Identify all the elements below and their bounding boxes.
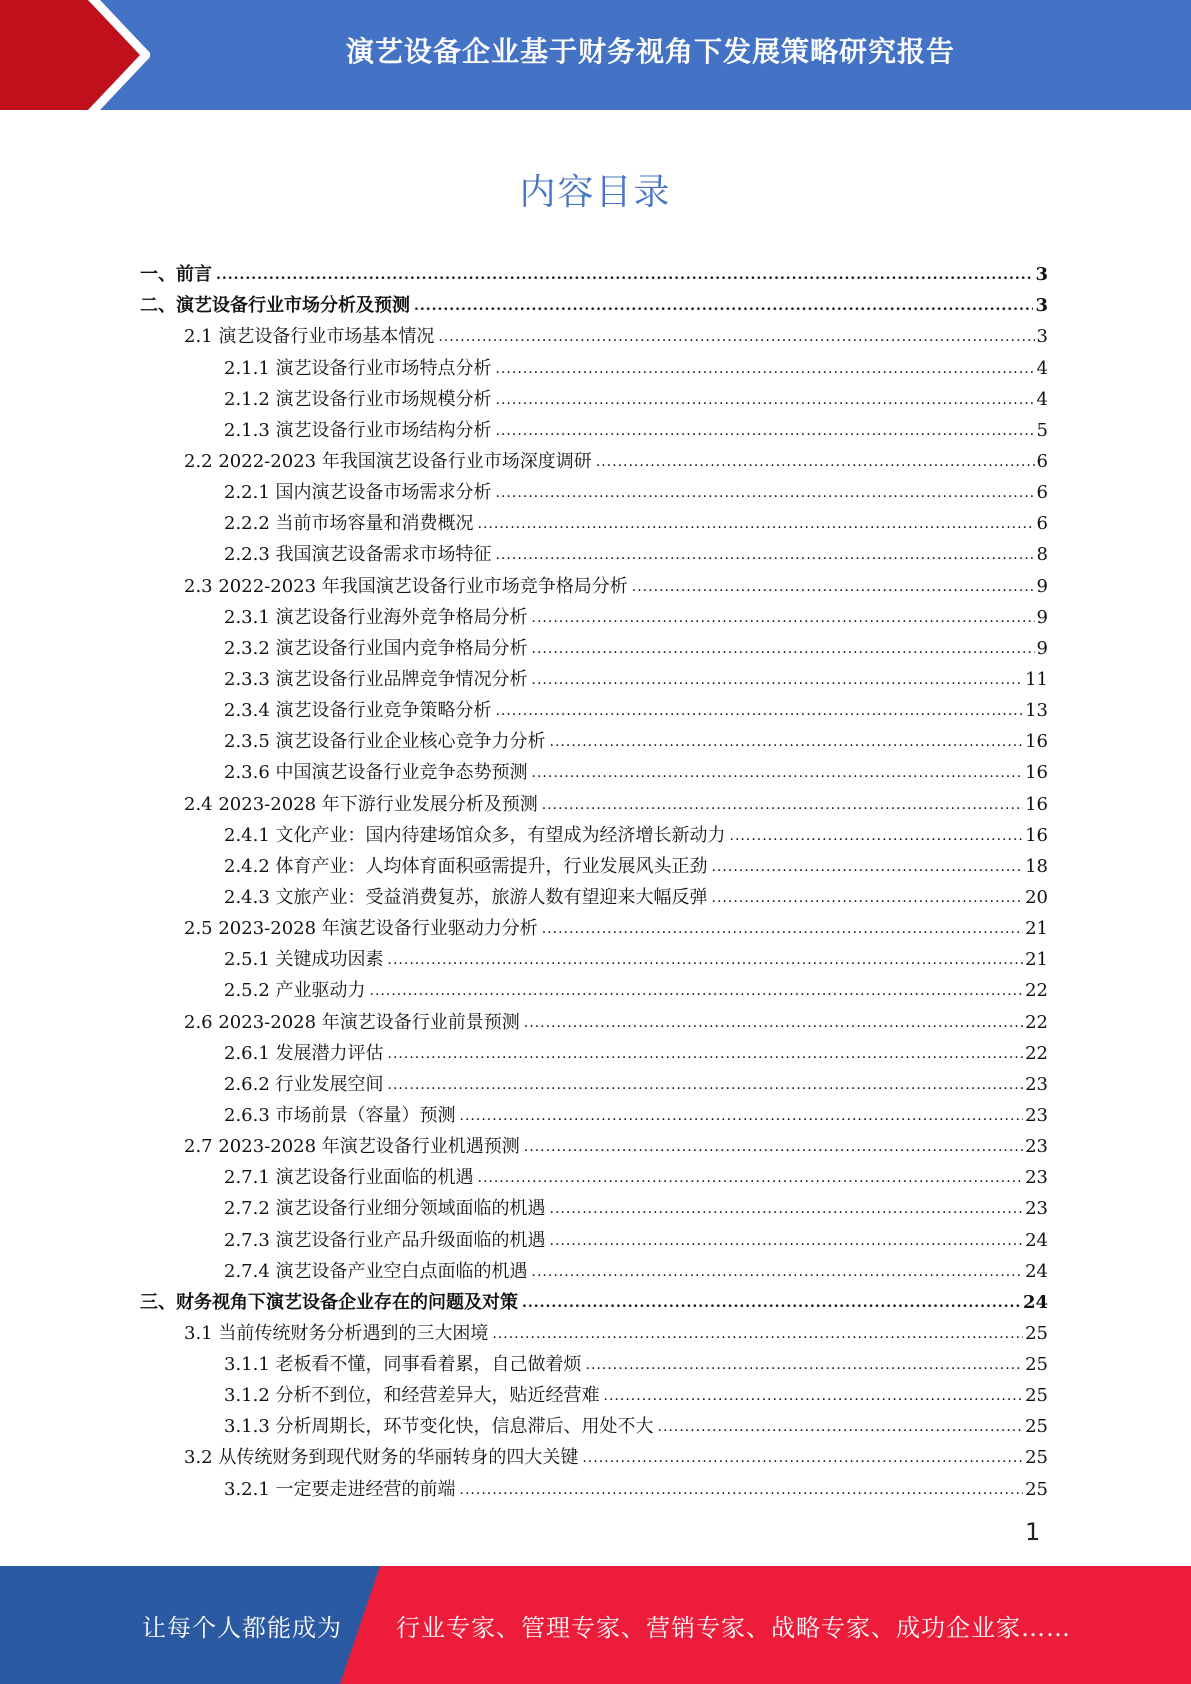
toc-leader-dots bbox=[496, 389, 1035, 407]
toc-leader-dots bbox=[632, 576, 1035, 594]
toc-entry-title: 2.3.4 演艺设备行业竞争策略分析 bbox=[224, 700, 492, 722]
toc-entry[interactable] bbox=[140, 816, 1048, 847]
toc-entry[interactable] bbox=[140, 1407, 1048, 1438]
toc-entry-page: 23 bbox=[1025, 1136, 1048, 1158]
toc-entry[interactable] bbox=[140, 1220, 1048, 1251]
toc-entry-title: 2.6.2 行业发展空间 bbox=[224, 1073, 384, 1095]
toc-entry-page: 8 bbox=[1036, 544, 1048, 566]
toc-entry-title: 3.1.3 分析周期长，环节变化快，信息滞后、用处不大 bbox=[224, 1416, 654, 1438]
toc-entry[interactable] bbox=[140, 1469, 1048, 1500]
toc-entry[interactable] bbox=[140, 847, 1048, 878]
toc-entry-page: 24 bbox=[1025, 1260, 1048, 1282]
table-of-contents bbox=[140, 255, 1048, 1501]
toc-entry-title: 2.1.2 演艺设备行业市场规模分析 bbox=[224, 388, 492, 410]
toc-entry-page: 16 bbox=[1025, 731, 1048, 753]
toc-entry-title: 2.3.1 演艺设备行业海外竞争格局分析 bbox=[224, 606, 528, 628]
toc-entry[interactable] bbox=[140, 1314, 1048, 1345]
toc-entry-page: 23 bbox=[1025, 1167, 1048, 1189]
toc-leader-dots bbox=[370, 980, 1024, 998]
toc-entry-title: 二、演艺设备行业市场分析及预测 bbox=[140, 295, 410, 317]
toc-entry[interactable] bbox=[140, 909, 1048, 940]
toc-entry[interactable] bbox=[140, 1158, 1048, 1189]
toc-entry[interactable] bbox=[140, 691, 1048, 722]
toc-entry-page: 24 bbox=[1022, 1291, 1048, 1313]
toc-entry-page: 24 bbox=[1025, 1229, 1048, 1251]
toc-entry-title: 2.7.4 演艺设备产业空白点面临的机遇 bbox=[224, 1260, 528, 1282]
toc-entry[interactable] bbox=[140, 971, 1048, 1002]
toc-entry[interactable] bbox=[140, 442, 1048, 473]
toc-entry[interactable] bbox=[140, 348, 1048, 379]
toc-entry-title: 2.6.3 市场前景（容量）预测 bbox=[224, 1104, 456, 1126]
toc-entry[interactable] bbox=[140, 629, 1048, 660]
toc-entry-page: 18 bbox=[1025, 855, 1048, 877]
toc-entry-page: 5 bbox=[1036, 419, 1048, 441]
toc-entry-page: 13 bbox=[1025, 700, 1048, 722]
toc-leader-dots bbox=[550, 1230, 1024, 1248]
toc-leader-dots bbox=[532, 607, 1035, 625]
toc-entry-title: 2.5.2 产业驱动力 bbox=[224, 980, 366, 1002]
toc-entry-title: 2.6 2023-2028 年演艺设备行业前景预测 bbox=[184, 1011, 520, 1033]
toc-entry-page: 25 bbox=[1025, 1416, 1048, 1438]
toc-entry[interactable] bbox=[140, 1252, 1048, 1283]
toc-entry-page: 6 bbox=[1036, 513, 1048, 535]
toc-entry[interactable] bbox=[140, 1096, 1048, 1127]
toc-entry[interactable] bbox=[140, 380, 1048, 411]
toc-entry[interactable] bbox=[140, 286, 1048, 317]
page-header bbox=[0, 0, 1191, 110]
toc-entry-title: 2.4.2 体育产业：人均体育面积亟需提升，行业发展风头正劲 bbox=[224, 855, 708, 877]
toc-leader-dots bbox=[492, 1323, 1023, 1341]
toc-entry[interactable] bbox=[140, 1376, 1048, 1407]
toc-entry-title: 2.2.3 我国演艺设备需求市场特征 bbox=[224, 544, 492, 566]
toc-leader-dots bbox=[658, 1416, 1024, 1434]
toc-leader-dots bbox=[388, 1043, 1024, 1061]
toc-leader-dots bbox=[730, 825, 1024, 843]
page-number: 1 bbox=[1025, 1518, 1041, 1546]
toc-entry-page: 23 bbox=[1025, 1073, 1048, 1095]
toc-entry[interactable] bbox=[140, 1034, 1048, 1065]
toc-entry[interactable] bbox=[140, 317, 1048, 348]
toc-entry[interactable] bbox=[140, 1345, 1048, 1376]
toc-entry[interactable] bbox=[140, 535, 1048, 566]
toc-entry-title: 2.7.3 演艺设备行业产品升级面临的机遇 bbox=[224, 1229, 546, 1251]
toc-entry[interactable] bbox=[140, 1438, 1048, 1469]
toc-entry-title: 2.6.1 发展潜力评估 bbox=[224, 1042, 384, 1064]
toc-entry-title: 2.5.1 关键成功因素 bbox=[224, 949, 384, 971]
toc-entry-title: 3.1.2 分析不到位，和经营差异大，贴近经营难 bbox=[224, 1385, 600, 1407]
toc-entry-title: 3.2 从传统财务到现代财务的华丽转身的四大关键 bbox=[184, 1447, 579, 1469]
toc-entry[interactable] bbox=[140, 878, 1048, 909]
toc-entry-title: 2.4 2023-2028 年下游行业发展分析及预测 bbox=[184, 793, 538, 815]
toc-leader-dots bbox=[414, 295, 1033, 313]
toc-heading: 内容目录 bbox=[519, 172, 672, 213]
toc-entry[interactable] bbox=[140, 255, 1048, 286]
toc-leader-dots bbox=[524, 1136, 1023, 1154]
toc-entry-page: 9 bbox=[1036, 575, 1048, 597]
toc-entry[interactable] bbox=[140, 411, 1048, 442]
toc-entry-title: 2.1 演艺设备行业市场基本情况 bbox=[184, 326, 435, 348]
toc-entry-page: 16 bbox=[1025, 793, 1048, 815]
toc-leader-dots bbox=[460, 1105, 1024, 1123]
toc-leader-dots bbox=[524, 1012, 1023, 1030]
toc-leader-dots bbox=[438, 326, 1034, 344]
toc-entry-page: 16 bbox=[1025, 824, 1048, 846]
toc-leader-dots bbox=[478, 1167, 1024, 1185]
toc-entry-title: 三、财务视角下演艺设备企业存在的问题及对策 bbox=[140, 1291, 518, 1313]
toc-entry[interactable] bbox=[140, 753, 1048, 784]
toc-entry-page: 23 bbox=[1025, 1104, 1048, 1126]
toc-entry-page: 16 bbox=[1025, 762, 1048, 784]
toc-leader-dots bbox=[388, 1074, 1024, 1092]
header-chevron-icon bbox=[70, 0, 150, 110]
toc-leader-dots bbox=[532, 669, 1024, 687]
toc-leader-dots bbox=[550, 1198, 1024, 1216]
toc-entry-title: 2.7 2023-2028 年演艺设备行业机遇预测 bbox=[184, 1136, 520, 1158]
toc-leader-dots bbox=[460, 1479, 1024, 1497]
footer-slogan-left: 让每个人都能成为 bbox=[142, 1613, 342, 1642]
toc-entry-title: 2.7.2 演艺设备行业细分领域面临的机遇 bbox=[224, 1198, 546, 1220]
toc-entry[interactable] bbox=[140, 1283, 1048, 1314]
footer-slant bbox=[340, 1566, 380, 1684]
toc-entry-page: 22 bbox=[1025, 980, 1048, 1002]
toc-entry-title: 2.3.6 中国演艺设备行业竞争态势预测 bbox=[224, 762, 528, 784]
toc-entry[interactable] bbox=[140, 473, 1048, 504]
toc-entry-title: 2.2 2022-2023 年我国演艺设备行业市场深度调研 bbox=[184, 450, 592, 472]
toc-entry[interactable] bbox=[140, 940, 1048, 971]
toc-entry[interactable] bbox=[140, 722, 1048, 753]
footer-slogan-right: 行业专家、管理专家、营销专家、战略专家、成功企业家…… bbox=[396, 1613, 1071, 1642]
toc-leader-dots bbox=[550, 731, 1024, 749]
toc-entry-title: 3.1.1 老板看不懂，同事看着累，自己做着烦 bbox=[224, 1354, 582, 1376]
toc-entry-page: 25 bbox=[1025, 1322, 1048, 1344]
toc-entry-title: 2.3.5 演艺设备行业企业核心竞争力分析 bbox=[224, 731, 546, 753]
toc-leader-dots bbox=[542, 918, 1023, 936]
toc-entry-title: 2.1.3 演艺设备行业市场结构分析 bbox=[224, 419, 492, 441]
toc-leader-dots bbox=[496, 358, 1035, 376]
toc-leader-dots bbox=[542, 794, 1023, 812]
toc-entry-page: 11 bbox=[1025, 668, 1048, 690]
toc-entry-page: 25 bbox=[1025, 1354, 1048, 1376]
toc-entry[interactable] bbox=[140, 660, 1048, 691]
toc-leader-dots bbox=[712, 856, 1024, 874]
toc-entry[interactable] bbox=[140, 1002, 1048, 1033]
report-title: 演艺设备企业基于财务视角下发展策略研究报告 bbox=[345, 35, 955, 68]
toc-entry-title: 2.3 2022-2023 年我国演艺设备行业市场竞争格局分析 bbox=[184, 575, 628, 597]
toc-entry-page: 3 bbox=[1035, 264, 1048, 286]
toc-entry-page: 4 bbox=[1036, 357, 1048, 379]
toc-entry-title: 2.4.1 文化产业：国内待建场馆众多，有望成为经济增长新动力 bbox=[224, 824, 726, 846]
toc-entry-page: 6 bbox=[1036, 482, 1048, 504]
toc-entry-title: 2.7.1 演艺设备行业面临的机遇 bbox=[224, 1167, 474, 1189]
toc-entry[interactable] bbox=[140, 598, 1048, 629]
toc-leader-dots bbox=[216, 264, 1033, 282]
toc-leader-dots bbox=[582, 1447, 1023, 1465]
toc-entry-title: 一、前言 bbox=[140, 264, 212, 286]
toc-entry-page: 9 bbox=[1036, 606, 1048, 628]
toc-entry-page: 25 bbox=[1025, 1478, 1048, 1500]
toc-leader-dots bbox=[388, 949, 1024, 967]
toc-leader-dots bbox=[496, 482, 1035, 500]
toc-leader-dots bbox=[496, 700, 1024, 718]
toc-leader-dots bbox=[496, 420, 1035, 438]
toc-entry-page: 21 bbox=[1025, 949, 1048, 971]
toc-entry-page: 22 bbox=[1025, 1011, 1048, 1033]
toc-entry-page: 23 bbox=[1025, 1198, 1048, 1220]
toc-entry-page: 9 bbox=[1036, 637, 1048, 659]
toc-entry-title: 2.3.2 演艺设备行业国内竞争格局分析 bbox=[224, 637, 528, 659]
toc-entry-title: 2.2.1 国内演艺设备市场需求分析 bbox=[224, 482, 492, 504]
toc-leader-dots bbox=[586, 1354, 1024, 1372]
toc-entry[interactable] bbox=[140, 504, 1048, 535]
toc-entry-title: 3.2.1 一定要走进经营的前端 bbox=[224, 1478, 456, 1500]
toc-entry[interactable] bbox=[140, 1065, 1048, 1096]
toc-entry-page: 22 bbox=[1025, 1042, 1048, 1064]
toc-entry-page: 25 bbox=[1025, 1385, 1048, 1407]
header-red-block bbox=[0, 0, 70, 110]
toc-entry-page: 25 bbox=[1025, 1447, 1048, 1469]
toc-entry[interactable] bbox=[140, 566, 1048, 597]
toc-entry-page: 20 bbox=[1025, 886, 1048, 908]
toc-entry-title: 2.4.3 文旅产业：受益消费复苏，旅游人数有望迎来大幅反弹 bbox=[224, 886, 708, 908]
toc-entry[interactable] bbox=[140, 1127, 1048, 1158]
toc-leader-dots bbox=[596, 451, 1035, 469]
toc-entry-title: 3.1 当前传统财务分析遇到的三大困境 bbox=[184, 1322, 489, 1344]
toc-entry[interactable] bbox=[140, 784, 1048, 815]
toc-entry[interactable] bbox=[140, 1189, 1048, 1220]
toc-entry-title: 2.1.1 演艺设备行业市场特点分析 bbox=[224, 357, 492, 379]
toc-leader-dots bbox=[604, 1385, 1024, 1403]
toc-leader-dots bbox=[532, 1261, 1024, 1279]
toc-entry-title: 2.5 2023-2028 年演艺设备行业驱动力分析 bbox=[184, 918, 538, 940]
toc-entry-page: 6 bbox=[1036, 450, 1048, 472]
toc-entry-page: 4 bbox=[1036, 388, 1048, 410]
toc-leader-dots bbox=[532, 762, 1024, 780]
toc-leader-dots bbox=[522, 1292, 1021, 1310]
toc-entry-page: 3 bbox=[1035, 295, 1048, 317]
toc-entry-page: 3 bbox=[1036, 326, 1048, 348]
page-footer bbox=[0, 1566, 1191, 1684]
toc-leader-dots bbox=[712, 887, 1024, 905]
toc-entry-title: 2.2.2 当前市场容量和消费概况 bbox=[224, 513, 474, 535]
toc-entry-title: 2.3.3 演艺设备行业品牌竞争情况分析 bbox=[224, 668, 528, 690]
toc-entry-page: 21 bbox=[1025, 918, 1048, 940]
toc-leader-dots bbox=[532, 638, 1035, 656]
toc-leader-dots bbox=[496, 544, 1035, 562]
toc-leader-dots bbox=[478, 513, 1035, 531]
